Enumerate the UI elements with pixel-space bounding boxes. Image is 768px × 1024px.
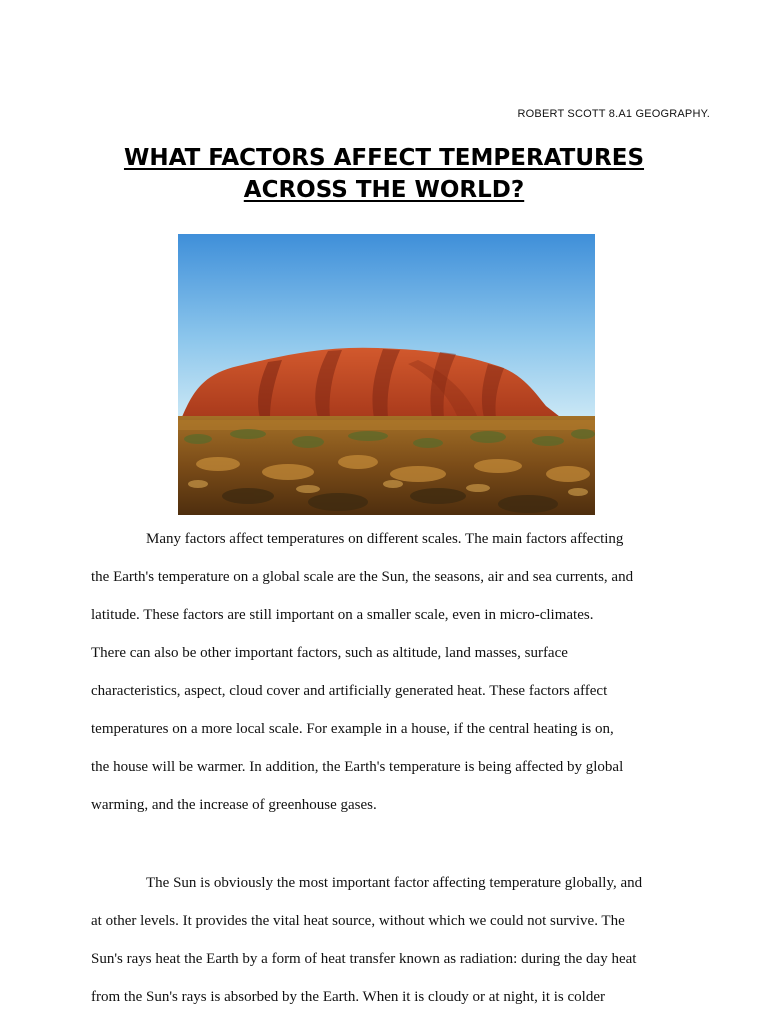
paragraph-line: The Sun is obviously the most important factor affecting temperature globally, and xyxy=(146,875,643,891)
title-line-2: ACROSS THE WORLD? xyxy=(243,177,525,203)
paragraph-line: at other levels. It provides the vital heat source, without which we could not survive. The xyxy=(91,913,625,929)
paragraph-line: latitude. These factors are still important on a smaller scale, even in micro-climates. xyxy=(91,607,594,623)
document-title xyxy=(60,142,708,206)
paragraph-line: from the Sun's rays is absorbed by the Earth. When it is cloudy or at night, it is colder xyxy=(91,989,605,1005)
paragraph-line: the house will be warmer. In addition, the Earth's temperature is being affected by global xyxy=(91,759,624,775)
paragraph-line: Many factors affect temperatures on different scales. The main factors affecting xyxy=(146,531,624,547)
paragraph-line: temperatures on a more local scale. For example in a house, if the central heating is on, xyxy=(91,721,614,737)
title-line-1: WHAT FACTORS AFFECT TEMPERATURES xyxy=(123,145,645,171)
uluru-landscape-photo xyxy=(178,234,595,515)
paragraph-line: There can also be other important factors, such as altitude, land masses, surface xyxy=(91,645,568,661)
paragraph-line: characteristics, aspect, cloud cover and artificially generated heat. These factors affect xyxy=(91,683,608,699)
author-class-header: ROBERT SCOTT 8.A1 GEOGRAPHY. xyxy=(517,108,710,120)
paragraph-line: Sun's rays heat the Earth by a form of heat transfer known as radiation: during the day heat xyxy=(91,951,637,967)
paragraph-line: warming, and the increase of greenhouse gases. xyxy=(91,797,377,813)
paragraph-line: the Earth's temperature on a global scale are the Sun, the seasons, air and sea currents, and xyxy=(91,569,634,585)
